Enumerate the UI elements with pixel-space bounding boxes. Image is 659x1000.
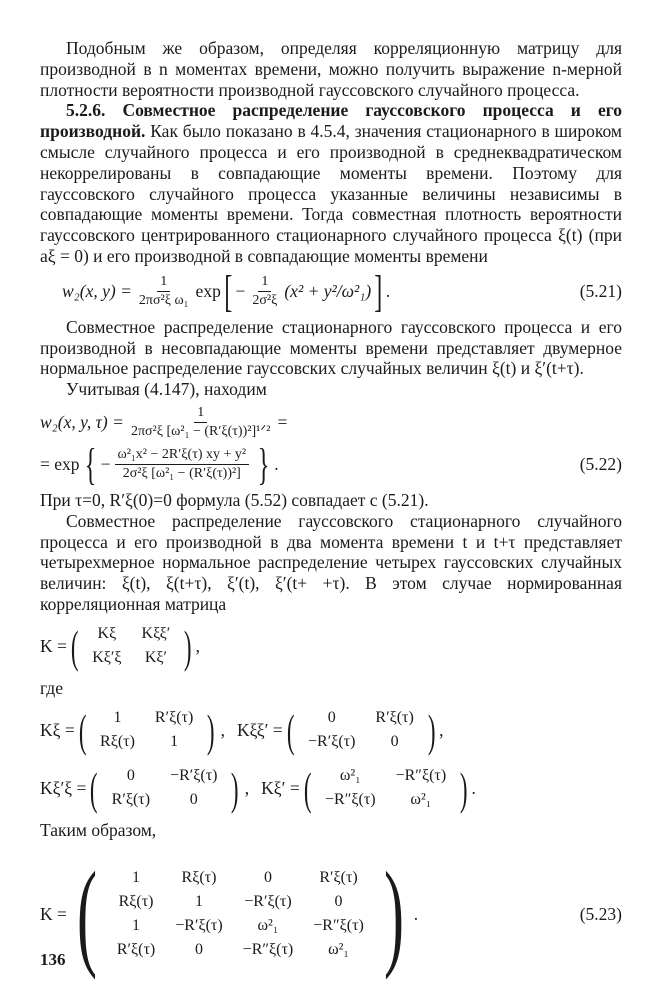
matrix-row <box>107 938 374 962</box>
matrix-row <box>102 764 228 788</box>
matrix-K: ( Kξ Kξξ′ Kξ′ξ Kξ′ ) <box>70 620 192 672</box>
matrix-cell: 1 <box>170 733 179 751</box>
paragraph-1: Подобным же образом, определяя корреляционную матрицу для производной в n моментах времени, можно получить выражение n-мерной плотности вероятности производной гауссовского случайного процесса. <box>40 38 622 100</box>
matrix-row <box>107 890 374 914</box>
eq521-inner-numerator: 1 <box>258 274 271 292</box>
eq522-denominator: 2πσ²ξ [ω²₁ − (R′ξ(τ))²]¹ᐟ² <box>130 423 271 439</box>
matrix-cell: 0 <box>327 709 336 727</box>
matrix-row <box>315 788 456 812</box>
paragraph-section-5-2-6 <box>40 100 622 266</box>
eq521-inner-fraction <box>249 274 280 309</box>
matrix-cell: ω²₁ <box>328 941 349 959</box>
paragraph-4: Учитывая (4.147), находим <box>66 379 267 400</box>
matrix-cell: R′ξ(τ) <box>375 709 414 727</box>
matrix-cell: 1 <box>132 869 141 887</box>
matrix-cell: ω²₁ <box>257 917 279 935</box>
matrix-Kxi: ( 1 R′ξ(τ) Rξ(τ) 1 ) <box>78 704 215 756</box>
matrix-cell: ω²₁ <box>410 791 432 809</box>
matrix-row <box>315 764 456 788</box>
matrix-cell: −R′ξ(τ) <box>308 733 356 751</box>
eq522-fraction <box>128 405 274 440</box>
matrix-cell: R′ξ(τ) <box>154 709 194 727</box>
Kxi-lhs: Kξ = <box>40 719 75 740</box>
eq521-exp: exp <box>195 281 221 302</box>
eq521-inner-denominator: 2σ²ξ <box>252 293 278 309</box>
matrix-row <box>102 788 228 812</box>
matrix-cell: Rξ(τ) <box>100 733 135 751</box>
equation-5-22-second: = exp { − $\frac{\text{ω²₁x² − 2R′ξ(τ) xy + y²}}{\text{2σ²ξ [ω²₁ − (R′ξ(τ))²]}}$ } . (5.22) <box>40 439 622 489</box>
matrix-Kxix: ( 0 −R′ξ(τ) R′ξ(τ) 0 ) <box>90 762 239 814</box>
eq521-open-bracket: [ <box>224 266 233 316</box>
matrix-cell: −R′ξ(τ) <box>244 893 292 911</box>
Kxp-lhs: Kξ′ = <box>261 777 300 798</box>
paragraph-5: При τ=0, R′ξ(0)=0 формула (5.52) совпадает с (5.21). <box>40 489 429 510</box>
equation-5-21: w₂(x, y) = $\frac{1}{\text{2πσ²ξ ω₁}}$ exp [ − $\frac{1}{\text{2σ²ξ}}$ (x² + y²/ω²₁) ] . (5.21) <box>62 266 622 316</box>
equation-Kxi-Kxixi: Kξ = ( 1 R′ξ(τ) Rξ(τ) 1 ) , Kξξ′ = ( 0 R′ξ(τ) −R′ξ(τ) 0 ) , <box>40 704 444 756</box>
matrix-row <box>82 646 180 670</box>
eq522-inner-fraction <box>115 447 250 482</box>
matrix-row <box>298 706 424 730</box>
matrix-Kxixi: ( 0 R′ξ(τ) −R′ξ(τ) 0 ) <box>286 704 436 756</box>
section-heading: 5.2.6. Совместное распределение гауссовского процесса и его производной. <box>40 100 622 142</box>
matrix-cell: 1 <box>194 893 203 911</box>
eq521-close-bracket: ] <box>374 266 383 316</box>
matrix-cell: −R′ξ(τ) <box>170 767 218 785</box>
matrix-cell: R′ξ(τ) <box>319 869 358 887</box>
eq521-lhs: w₂(x, y) = <box>62 281 132 302</box>
matrix-cell: 0 <box>390 733 399 751</box>
matrix-cell: 0 <box>194 941 203 959</box>
matrix-cell: −R″ξ(τ) <box>242 941 294 959</box>
matrix-cell: −R″ξ(τ) <box>325 791 376 809</box>
matrix-row <box>90 730 203 754</box>
matrix-row <box>107 866 374 890</box>
matrix-cell: Kξ′ξ <box>92 649 122 667</box>
matrix-cell: Kξ <box>97 625 117 643</box>
matrix-cell: R′ξ(τ) <box>116 941 156 959</box>
eq522-label: (5.22) <box>579 454 622 475</box>
paragraph-7: где <box>40 677 63 698</box>
eq521-inner-rest: (x² + y²/ω²₁) <box>284 281 372 302</box>
equation-K: K = ( Kξ Kξξ′ Kξ′ξ Kξ′ ) , <box>40 620 200 672</box>
eq521-fraction <box>136 274 192 309</box>
eq521-label: (5.21) <box>579 281 622 302</box>
eq522-exp: = exp <box>40 454 80 475</box>
Kxix-lhs: Kξ′ξ = <box>40 777 87 798</box>
matrix-K4: ( 1 Rξ(τ) 0 R′ξ(τ) Rξ(τ) 1 −R′ξ(τ) 0 1 −R′ξ(τ) ω²₁ −R″ξ(τ) R′ξ(τ) 0 −R″ξ(τ) ω²₁ ) <box>76 847 404 981</box>
matrix-cell: ω²₁ <box>339 767 361 785</box>
matrix-cell: −R′ξ(τ) <box>175 917 223 935</box>
matrix-cell: Rξ(τ) <box>181 869 217 887</box>
matrix-cell: −R″ξ(τ) <box>313 917 364 935</box>
paragraph-6: Совместное распределение гауссовского стационарного случайного процесса и его производной в два момента времени t и t+τ представляет четырехмерное нормальное распределение четырех гауссовских случайных величин: ξ(t), ξ(t+τ), ξ′(t), ξ′(t+ +τ). В этом случае нормированная корреляционная матрица <box>40 510 622 614</box>
equation-5-22-first <box>40 405 622 440</box>
matrix-cell: 0 <box>334 893 343 911</box>
section-text: Как было показано в 4.5.4, значения стационарного в широком смысле случайного процесса и его производной в среднеквадратическом некоррелированы в совпадающие моменты времени. Поэтому для гауссовского случайного процесса указанные величины независимы в совпадающие моменты времени. Тогда совместная плотность вероятности гауссовского центрированного стационарного случайного процесса ξ(t) (при aξ = 0) и его производной в совпадающие моменты времени <box>40 121 622 266</box>
matrix-row <box>298 730 424 754</box>
eq522-inner-numerator: ω²₁x² − 2R′ξ(τ) xy + y² <box>115 447 250 465</box>
matrix-cell: −R″ξ(τ) <box>395 767 447 785</box>
eq522-open-brace: { <box>84 439 96 489</box>
eq522-inner-denominator: 2σ²ξ [ω²₁ − (R′ξ(τ))²] <box>122 466 241 482</box>
matrix-cell: R′ξ(τ) <box>111 791 151 809</box>
matrix-cell: Kξ′ <box>144 649 167 667</box>
page-body <box>40 38 622 988</box>
eq521-denominator: 2πσ²ξ ω₁ <box>138 293 189 309</box>
matrix-cell: 0 <box>126 767 135 785</box>
page-number: 136 <box>40 950 66 969</box>
equation-Kxix-Kxp: Kξ′ξ = ( 0 −R′ξ(τ) R′ξ(τ) 0 ) , Kξ′ = ( ω²₁ −R″ξ(τ) −R″ξ(τ) ω²₁ ) . <box>40 762 476 814</box>
matrix-cell: 0 <box>189 791 198 809</box>
paragraph-3: Совместное распределение стационарного гауссовского процесса и его производной в несовпадающие моменты времени представляет двумерное нормальное распределение гауссовских случайных величин ξ(t) и ξ′(t+τ). <box>40 316 622 379</box>
eq523-label: (5.23) <box>579 903 622 924</box>
matrix-cell: 0 <box>263 869 272 887</box>
eq523-lhs: K = <box>40 903 67 924</box>
eq522-numerator: 1 <box>194 405 207 423</box>
Kxixi-lhs: Kξξ′ = <box>237 719 283 740</box>
matrix-cell: 1 <box>113 709 122 727</box>
eq522-lhs: w₂(x, y, τ) = <box>40 411 124 432</box>
matrix-cell: Kξξ′ <box>141 625 171 643</box>
paragraph-8: Таким образом, <box>40 819 157 840</box>
matrix-row <box>82 622 180 646</box>
eq522-equals: = <box>277 411 288 432</box>
matrix-row <box>107 914 374 938</box>
matrix-row <box>90 706 203 730</box>
matrix-Kxp: ( ω²₁ −R″ξ(τ) −R″ξ(τ) ω²₁ ) <box>303 762 468 814</box>
eq521-numerator: 1 <box>157 274 170 292</box>
matrix-cell: Rξ(τ) <box>118 893 154 911</box>
eq522-close-brace: } <box>257 439 270 489</box>
K-lhs: K = <box>40 635 67 656</box>
matrix-cell: 1 <box>132 917 141 935</box>
equation-5-23: K = ( 1 Rξ(τ) 0 R′ξ(τ) Rξ(τ) 1 −R′ξ(τ) 0 1 −R′ξ(τ) ω²₁ −R″ξ(τ) R′ξ(τ) 0 −R″ξ(τ) ω²₁ ) . (5.23) <box>40 845 622 983</box>
